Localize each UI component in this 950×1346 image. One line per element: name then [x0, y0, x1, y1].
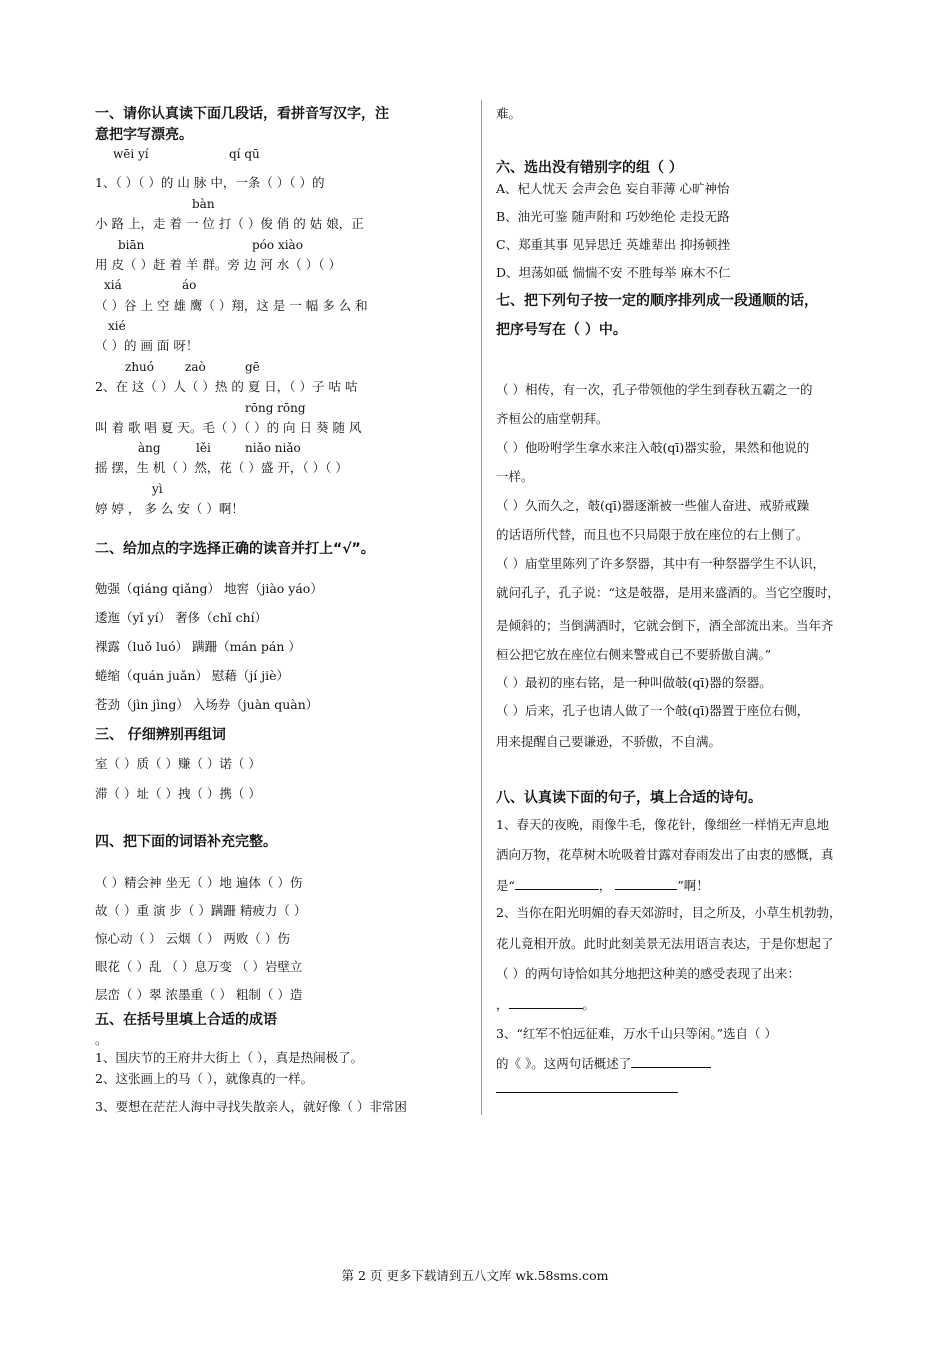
text-line: 2、当你在阳光明媚的春天郊游时，目之所及，小草生机勃勃，	[496, 905, 842, 920]
text-line: （ ）相传，有一次，孔子带领他的学生到春秋五霸之一的	[496, 382, 813, 397]
text-line: 3、要想在茫茫人海中寻找失散亲人，就好像（ ）非常困	[95, 1099, 407, 1114]
pinyin-hint: àng	[138, 441, 161, 455]
answer-blank[interactable]	[496, 1080, 678, 1093]
text-line: （ ）后来，孔子也请人做了一个攲(qī)器置于座位右侧，	[496, 703, 810, 718]
text-line: 小 路 上，走 着 一 位 打（ ）俊 俏 的 姑 娘，正	[95, 216, 364, 231]
pinyin-hint: xiá	[104, 278, 122, 292]
text-line: 用 皮（ ）赶 着 羊 群。旁 边 河 水（ ）（ ）	[95, 257, 341, 272]
pinyin-hint: qí qū	[229, 147, 260, 161]
text-line	[496, 877, 709, 894]
text-line: 1、春天的夜晚，雨像牛毛，像花针，像细丝一样悄无声息地	[496, 817, 829, 832]
reading-row: 裸露（luǒ luó） 蹒跚（mán pán ）	[95, 639, 301, 654]
pinyin-hint: bàn	[192, 197, 215, 211]
section5-title: 五、在括号里填上合适的成语	[95, 1012, 277, 1028]
text-line: 1、国庆节的王府井大街上（ ），真是热闹极了。	[95, 1050, 364, 1065]
text-line: 2、在 这（ ）人（ ）热 的 夏 日，（ ）子 咕 咕	[95, 379, 358, 394]
section8-title: 八、认真读下面的句子，填上合适的诗句。	[496, 790, 762, 806]
section2-title: 二、给加点的字选择正确的读音并打上“√”。	[95, 541, 375, 557]
text-line: 洒向万物，花草树木吮吸着甘露对春雨发出了由衷的感慨，真	[496, 847, 834, 862]
idiom-row: 眼花（ ）乱 （ ）息万变 （ ）岩壁立	[95, 959, 303, 974]
text-line: （ ）他吩咐学生拿水来注入攲(qī)器实验，果然和他说的	[496, 440, 810, 455]
pinyin-hint: gē	[245, 360, 260, 374]
text-fragment: 是“	[496, 878, 515, 893]
text-fragment: 。	[582, 997, 596, 1012]
text-line: 2、这张画上的马（ ），就像真的一样。	[95, 1071, 314, 1086]
pinyin-hint: zaò	[185, 360, 206, 374]
text-line: （ ）久而久之，攲(qī)器逐渐被一些催人奋进、戒骄戒躁	[496, 498, 810, 513]
text-line: 的话语所代替，而且也不只局限于放在座位的右上侧了。	[496, 527, 809, 542]
text-line: （ ）的两句诗恰如其分地把这种美的感受表现了出来：	[496, 966, 800, 981]
text-line: 桓公把它放在座位右侧来警戒自己不要骄傲自满。”	[496, 647, 772, 662]
text-fragment: ，	[496, 997, 509, 1012]
pinyin-hint: zhuó	[125, 360, 155, 374]
answer-blank[interactable]	[515, 877, 599, 890]
text-line: 就问孔子，孔子说：“这是攲器，是用来盛酒的。当它空腹时，	[496, 585, 840, 600]
word-row: 室（ ）质（ ）赚（ ）诺（ ）	[95, 756, 261, 771]
choice-option: C、郑重其事 见异思迁 英雄辈出 抑扬顿挫	[496, 237, 730, 252]
pinyin-hint: póo xiào	[252, 238, 303, 252]
text-line: 叫 着 歌 唱 夏 天。毛（ ）（ ）的 向 日 葵 随 风	[95, 420, 362, 435]
answer-blank[interactable]	[509, 996, 583, 1009]
text-fragment: ，	[598, 878, 612, 893]
pinyin-hint: biān	[118, 238, 145, 252]
text-line: 是倾斜的；当倒满酒时，它就会倒下，酒全部流出来。当年齐	[496, 618, 834, 633]
section6-title: 六、选出没有错别字的组（ ）	[496, 160, 683, 176]
text-line: （ ）谷 上 空 雄 鹰（ ）翔，这 是 一 幅 多 么 和	[95, 298, 368, 313]
text-line: （ ）的 画 面 呀！	[95, 338, 199, 353]
text-line	[496, 1055, 711, 1072]
section1-title-cont: 意把字写漂亮。	[95, 127, 193, 143]
answer-blank[interactable]	[615, 877, 677, 890]
text-line: 齐桓公的庙堂朝拜。	[496, 411, 609, 426]
section7-title-cont: 把序号写在（ ）中。	[496, 322, 627, 338]
word-row: 滞（ ）址（ ）拽（ ）携（ ）	[95, 786, 261, 801]
text-line: 婷 婷 ， 多 么 安（ ）啊！	[95, 501, 244, 516]
reading-row: 蜷缩（quán juǎn） 慰藉（jí jiè）	[95, 668, 290, 683]
choice-option: D、坦荡如砥 惴惴不安 不胜每举 麻木不仁	[496, 265, 731, 280]
idiom-row: 故（ ）重 演 步（ ）蹒跚 精疲力（ ）	[95, 903, 307, 918]
page-footer: 第 2 页 更多下载请到五八文库 wk.58sms.com	[341, 1268, 609, 1283]
text-line	[496, 996, 595, 1013]
text-line: 一样。	[496, 469, 534, 484]
pinyin-hint: xié	[108, 319, 126, 333]
text-line: 花儿竟相开放。此时此刻美景无法用语言表达，于是你想起了	[496, 936, 834, 951]
answer-blank[interactable]	[631, 1055, 711, 1068]
text-line: 。	[95, 1032, 108, 1047]
text-fragment: 的《 》。这两句话概述了	[496, 1056, 632, 1071]
pinyin-hint: niǎo niǎo	[245, 441, 301, 455]
pinyin-hint: wēi yí	[113, 147, 149, 161]
idiom-row: （ ）精会神 坐无（ ）地 遍体（ ）伤	[95, 875, 303, 890]
idiom-row: 惊心动（ ） 云烟（ ） 两败（ ）伤	[95, 931, 290, 946]
section7-title: 七、把下列句子按一定的顺序排列成一段通顺的话，	[496, 293, 818, 309]
text-line: 用来提醒自己要谦逊，不骄傲，不自满。	[496, 734, 722, 749]
pinyin-hint: rōng rōng	[245, 401, 306, 415]
section3-title: 三、 仔细辨别再组词	[95, 727, 226, 743]
pinyin-hint: áo	[182, 278, 197, 292]
choice-option: B、油光可鉴 随声附和 巧妙绝伦 走投无路	[496, 209, 730, 224]
section1-title: 一、请你认真读下面几段话，看拼音写汉字，注	[95, 106, 389, 122]
text-line: 摇 摆，生 机（ ）然，花（ ）盛 开，（ ）（ ）	[95, 460, 348, 475]
section4-title: 四、把下面的词语补充完整。	[95, 834, 277, 850]
reading-row: 勉强（qiáng qiǎng） 地窖（jiào yáo）	[95, 581, 323, 596]
reading-row: 逶迤（yǐ yí） 奢侈（chǐ chí）	[95, 610, 268, 625]
column-divider	[481, 100, 482, 1115]
text-line: 难。	[496, 106, 522, 121]
pinyin-hint: yì	[152, 482, 163, 496]
pinyin-hint: lěi	[196, 441, 211, 455]
text-line: 3、“红军不怕远征难，万水千山只等闲。”选自（ ）	[496, 1026, 777, 1041]
idiom-row: 层峦（ ）翠 浓墨重（ ） 粗制（ ）造	[95, 987, 303, 1002]
text-line: （ ）最初的座右铭，是一种叫做攲(qī)器的祭器。	[496, 675, 772, 690]
reading-row: 苍劲（jìn jìng） 入场券（juàn quàn）	[95, 697, 319, 712]
text-line: （ ）庙堂里陈列了许多祭器，其中有一种祭器学生不认识，	[496, 556, 825, 571]
choice-option: A、杞人忧天 会声会色 妄自菲薄 心旷神怡	[496, 181, 730, 196]
text-line	[496, 1080, 678, 1097]
text-fragment: ”啊！	[677, 878, 709, 893]
text-line: 1、（ ）（ ）的 山 脉 中，一条（ ）（ ）的	[95, 175, 325, 190]
